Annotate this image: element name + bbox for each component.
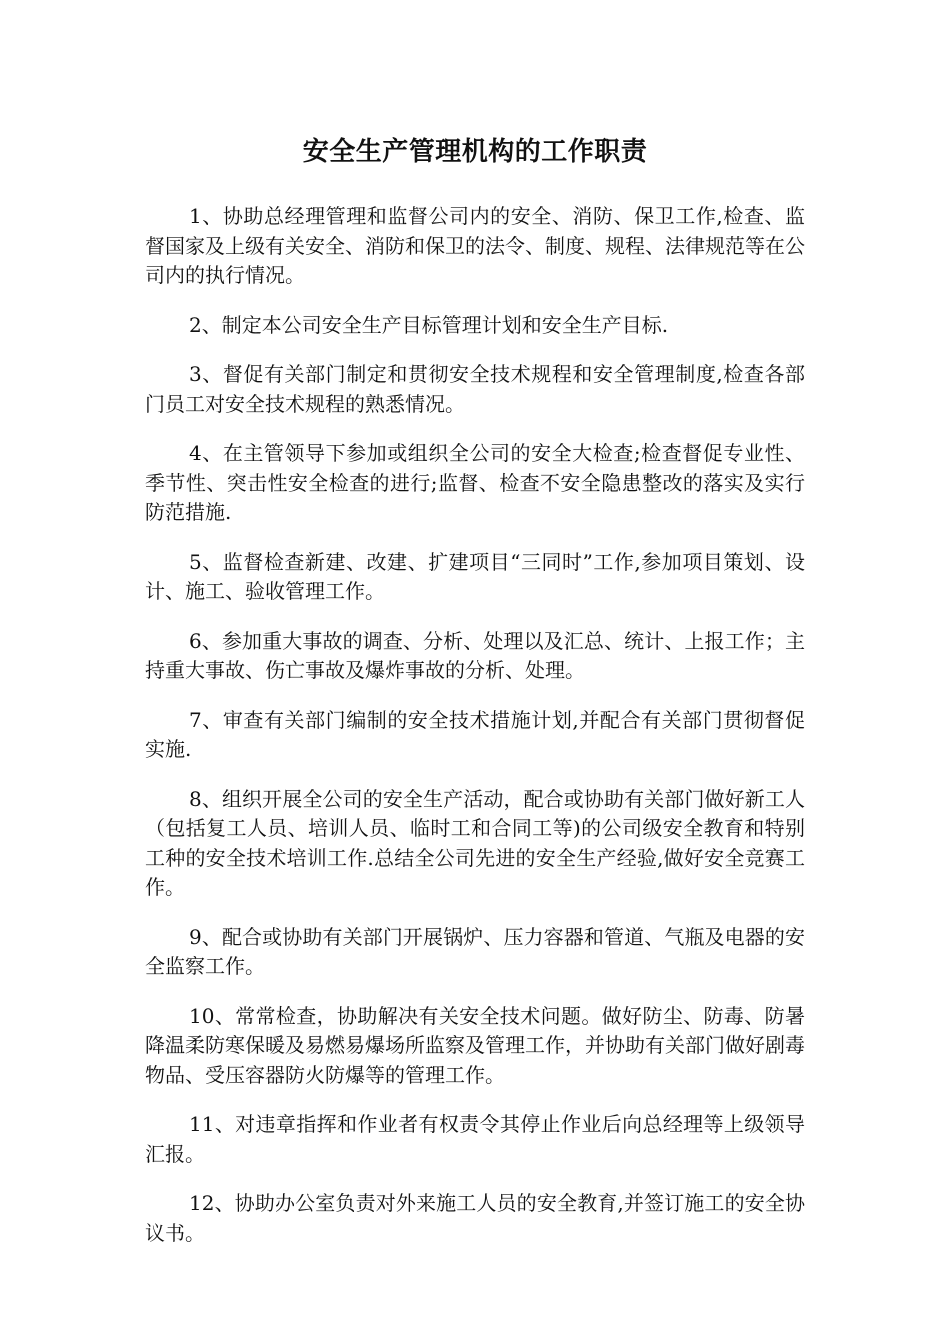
document-title: 安全生产管理机构的工作职责 bbox=[302, 137, 648, 167]
duty-item-1: 1、协助总经理管理和监督公司内的安全、消防、保卫工作,检查、监督国家及上级有关安全、消防和保卫的法令、制度、规程、法律规范等在公司内的执行情况。 bbox=[145, 204, 805, 287]
duty-item-9: 9、配合或协助有关部门开展锅炉、压力容器和管道、气瓶及电器的安全监察工作。 bbox=[145, 924, 805, 978]
duty-item-2: 2、制定本公司安全生产目标管理计划和安全生产目标. bbox=[189, 312, 669, 337]
duty-item-8: 8、组织开展全公司的安全生产活动，配合或协助有关部门做好新工人（包括复工人员、培训人员、临时工和合同工等)的公司级安全教育和特别工种的安全技术培训工作.总结全公司先进的安全生产经验,做好安全竞赛工作。 bbox=[145, 786, 805, 899]
duty-item-10: 10、常常检查，协助解决有关安全技术问题。做好防尘、防毒、防暑降温柔防寒保暖及易燃易爆场所监察及管理工作，并协助有关部门做好剧毒物品、受压容器防火防爆等的管理工作。 bbox=[145, 1003, 805, 1087]
duty-item-5: 5、监督检查新建、改建、扩建项目“三同时”工作,参加项目策划、设计、施工、验收管理工作。 bbox=[145, 549, 805, 603]
duty-item-11: 11、对违章指挥和作业者有权责令其停止作业后向总经理等上级领导汇报。 bbox=[145, 1112, 805, 1166]
duty-item-6: 6、参加重大事故的调查、分析、处理以及汇总、统计、上报工作；主持重大事故、伤亡事故及爆炸事故的分析、处理。 bbox=[145, 628, 805, 682]
duty-item-3: 3、督促有关部门制定和贯彻安全技术规程和安全管理制度,检查各部门员工对安全技术规程的熟悉情况。 bbox=[145, 362, 805, 416]
duty-item-4: 4、在主管领导下参加或组织全公司的安全大检查;检查督促专业性、季节性、突击性安全检查的进行;监督、检查不安全隐患整改的落实及实行防范措施. bbox=[145, 441, 805, 524]
duty-item-12: 12、协助办公室负责对外来施工人员的安全教育,并签订施工的安全协议书。 bbox=[145, 1191, 805, 1245]
duty-item-7: 7、审查有关部门编制的安全技术措施计划,并配合有关部门贯彻督促实施. bbox=[145, 707, 805, 761]
document-body bbox=[145, 202, 805, 1268]
